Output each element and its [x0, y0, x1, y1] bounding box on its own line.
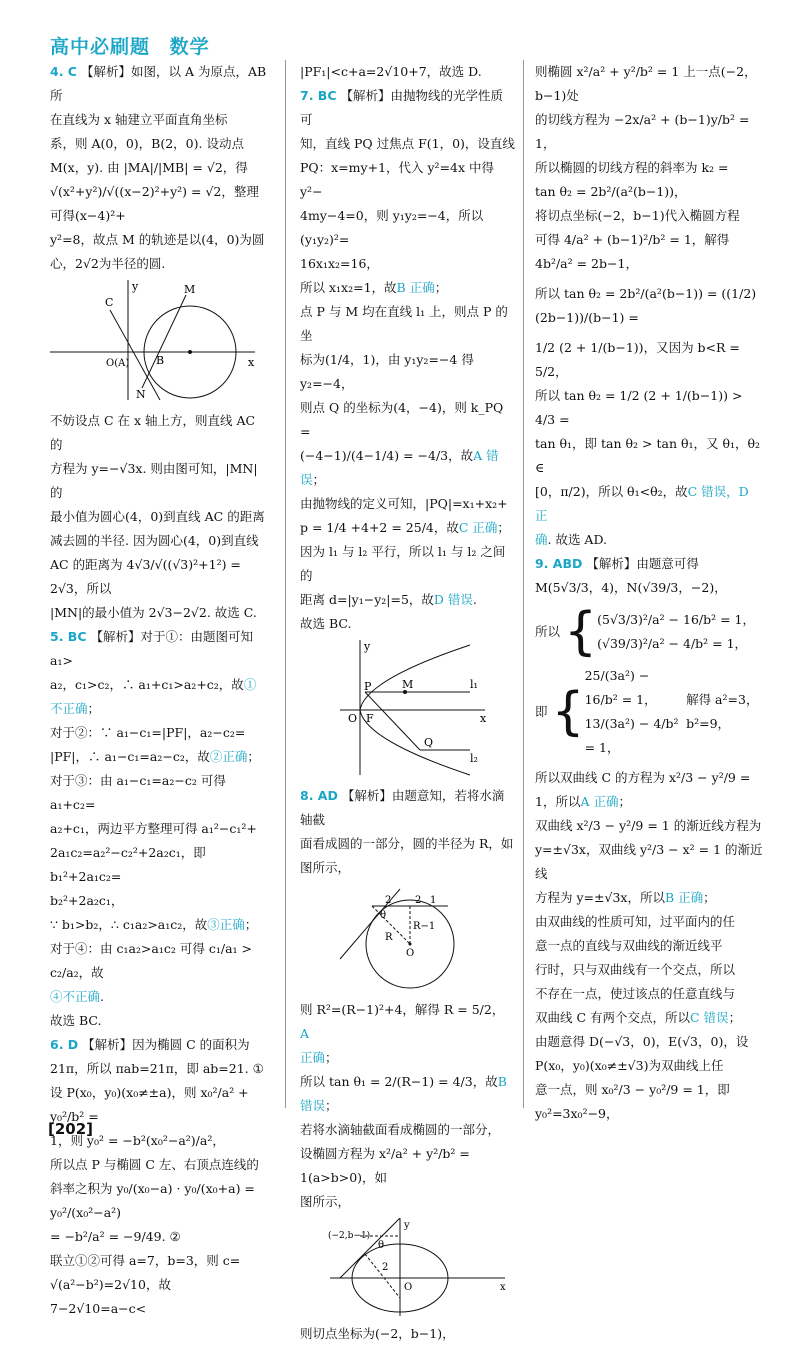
subject-title: 数学	[169, 36, 210, 58]
text-line: √(a²−b²)=2√10，故 7−2√10=a−c<	[50, 1277, 171, 1316]
q5-number: 5. BC	[50, 629, 87, 644]
text-line: 1，则 y₀² = −b²(x₀²−a²)/a²，	[50, 1133, 225, 1148]
text-line: PQ：x=my+1，代入 y²=4x 中得 y²−	[300, 160, 495, 199]
text-line: 面看成圆的一部分，圆的半径为 R，如	[300, 836, 514, 851]
text-line: 所以 tan θ₂ = 2b²/(a²(b−1)) = ((1/2)(2b−1))/(b−1) =	[535, 286, 757, 325]
text-line: AC 的距离为 4√3/√((√3)²+1²) = 2√3，所以	[50, 557, 241, 596]
text-line: 不存在一点，使过该点的任意直线与	[535, 986, 736, 1001]
fig-label: y	[364, 640, 371, 653]
brace: {	[551, 682, 585, 742]
text-line: 不妨设点 C 在 x 轴上方，则直线 AC 的	[50, 413, 256, 452]
text-line: 即	[535, 704, 548, 719]
text-line: 最小值为圆心(4，0)到直线 AC 的距离	[50, 509, 265, 524]
text-line: b₂²+2a₂c₁，	[50, 893, 124, 908]
text-line: (5√3/3)²/a² − 16/b² = 1，	[597, 612, 756, 627]
brace: {	[564, 602, 598, 662]
q8-circle-figure	[320, 884, 520, 994]
column-3: 则椭圆 x²/a² + y²/b² = 1 上一点(−2，b−1)处 的切线方程为 −2x/a² + (b−1)y/b² = 1， 所以椭圆的切线方程的斜率为 k₂ = tan θ₂ = 2b²/(a²(b−1))， 将切点坐标(−2，b−1)代入椭圆方程 可得 4/a² + (b−1)²/b² = 1，解得 4b²/a² = 2b−1， 所以 tan θ₂ = 2b²/(a²(b−1)) = ((1/2)(2b−1))/(b−1) = 1/2 (2 + 1/(b−1))，又因为 b<R = 5/2， 所以 tan θ₂ = 1/2 (2 + 1/(b−1)) > 4/3 = tan θ₁，即 tan θ₂ > tan θ₁，又 θ₁，θ₂ ∈ [0，π/2)，所以 θ₁<θ₂，故C 错误，D 正 确. 故选 AD. 9. ABD 【解析】由题意可得 M(5√3/3，4)，N(√39/3，−2)， 所以 { (5√3/3)²/a² − 16/b² = 1， (√39/3)²/a² − 4/b² = 1， 即 { 25/(3a²) − 16/b² = 1， 13/(3a²) − 4/b² = 1， 解得 a²=3，b²=9， 所以双曲线 C 的方程为 x²/3 − y²/9 = 1，所以A 正确； 双曲线 x²/3 − y²/9 = 1 的渐近线方程为 y=±√3x，双曲线 y²/3 − x² = 1 的渐近线 方程为 y=±√3x，所以B 正确； 由双曲线的性质可知，过平面内的任 意一点的直线与双曲线的渐近线平 行时，只与双曲线有一个交点，所以 不存在一点，使过该点的任意直线与 双曲线 C 有两个交点，所以C 错误； 由题意得 D(−√3，0)，E(√3，0)，设 P(x₀，y₀)(x₀≠±√3)为双曲线上任 意一点，则 x₀²/3 − y₀²/9 = 1，即 y₀²=3x₀²−9，	[535, 60, 765, 1126]
text-line: 所以	[535, 624, 561, 639]
system-2	[535, 664, 765, 760]
text-line: ∵ b₁>b₂，∴ c₁a₂>a₁c₂，故	[50, 917, 208, 932]
text-line: M(5√3/3，4)，N(√39/3，−2)，	[535, 580, 727, 595]
text-line: p = 1/4 +4+2 = 25/4，故	[300, 520, 459, 535]
text-line: 方程为 y=±√3x，所以	[535, 890, 665, 905]
text-line: 【解析】由题意可得	[586, 556, 699, 571]
text-line: 故选 BC.	[300, 616, 352, 631]
text-line: 所以点 P 与椭圆 C 左、右顶点连线的	[50, 1157, 259, 1172]
text-line: 将切点坐标(−2，b−1)代入椭圆方程	[535, 208, 740, 223]
q7-number: 7. BC	[300, 88, 337, 103]
text-line: 距离 d=|y₁−y₂|=5，故	[300, 592, 434, 607]
text-line: 方程为 y=−√3x. 则由图可知，|MN|的	[50, 461, 258, 500]
text-line: 设 P(x₀，y₀)(x₀≠±a)，则 x₀²/a² + y₀²/b² =	[50, 1085, 249, 1124]
fig-label: l₁	[470, 678, 478, 691]
text-line: 13/(3a²) − 4/b² = 1，	[584, 716, 679, 755]
text-line: 由双曲线的性质可知，过平面内的任	[535, 914, 736, 929]
text-line: 若将水滴轴截面看成椭圆的一部分，	[300, 1122, 501, 1137]
fig-label: θ	[378, 1240, 385, 1251]
fig-label: (−2,b−1)	[328, 1231, 371, 1241]
text-line: 系，则 A(0，0)，B(2，0). 设动点	[50, 136, 244, 151]
fig-label: F	[366, 712, 374, 725]
answer-mark: B 正确	[664, 890, 704, 905]
answer-mark: ①不正确	[50, 677, 257, 716]
fig-label: R	[385, 932, 393, 943]
text-line: 4my−4=0，则 y₁y₂=−4，所以(y₁y₂)²=	[300, 208, 484, 247]
book-title: 高中必刷题	[50, 36, 151, 58]
text-line: 设椭圆方程为 x²/a² + y²/b² = 1(a>b>0)，如	[300, 1146, 470, 1185]
q4-number: 4. C	[50, 64, 77, 79]
text-line: (√39/3)²/a² − 4/b² = 1，	[597, 636, 748, 651]
fig-label: O	[404, 1282, 413, 1293]
text-line: a₂，c₁>c₂，∴ a₁+c₁>a₂+c₂，故	[50, 677, 244, 692]
text-line: 由题意得 D(−√3，0)，E(√3，0)，设	[535, 1034, 749, 1049]
text-line: 【解析】如图，以 A 为原点，AB 所	[50, 64, 267, 103]
text-line: 对于④：由 c₁a₂>a₁c₂ 可得 c₁/a₁ > c₂/a₂，故	[50, 941, 252, 980]
text-line: 所以 tan θ₁ = 2/(R−1) = 4/3，故	[300, 1074, 498, 1089]
text-line: 心，2√2为半径的圆.	[50, 256, 166, 271]
answer-mark: ②正确	[209, 749, 248, 764]
fig-label: 2	[385, 895, 392, 906]
text-line: M(x，y). 由 |MA|/|MB| = √2，得	[50, 160, 248, 175]
text-line: 双曲线 C 有两个交点，所以	[535, 1010, 691, 1025]
text-line: 1/2 (2 + 1/(b−1))，又因为 b<R = 5/2，	[535, 340, 740, 379]
fig-label: R−1	[413, 921, 436, 932]
text-line: 点 P 与 M 均在直线 l₁ 上，则点 P 的坐	[300, 304, 508, 343]
answer-mark: B 正确	[396, 280, 435, 295]
fig-label: N	[136, 388, 146, 401]
text-line: 的切线方程为 −2x/a² + (b−1)y/b² = 1，	[535, 112, 750, 151]
fig-label: x	[480, 712, 487, 725]
text-line: 减去圆的半径. 因为圆心(4，0)到直线	[50, 533, 259, 548]
answer-mark: C 错误	[690, 1010, 729, 1025]
text-line: 所以双曲线 C 的方程为 x²/3 − y²/9 =	[535, 770, 751, 785]
fig-label: M	[184, 283, 196, 296]
system-1	[535, 602, 765, 662]
fig-label: 1	[430, 895, 437, 906]
text-line: 25/(3a²) − 16/b² = 1，	[584, 668, 657, 707]
text-line: √(x²+y²)/√((x−2)²+y²) = √2，整理可得(x−4)²+	[50, 184, 259, 223]
fig-label: O(A)	[106, 358, 130, 369]
answer-mark: D 错误	[433, 592, 473, 607]
text-line: P(x₀，y₀)(x₀≠±√3)为双曲线上任	[535, 1058, 724, 1073]
text-line: 则 R²=(R−1)²+4，解得 R = 5/2，	[300, 1002, 505, 1017]
text-line: 解得 a²=3，b²=9，	[686, 692, 759, 731]
text-line: 【解析】因为椭圆 C 的面积为	[82, 1037, 250, 1052]
fig-label: C	[105, 296, 114, 309]
text-line: 2a₁c₂=a₂²−c₂²+2a₂c₁，即 b₁²+2a₁c₂=	[50, 845, 206, 884]
answer-mark: A 错误	[300, 448, 499, 487]
text-line: 所以 x₁x₂=1，故	[300, 280, 397, 295]
answer-mark: 正确	[300, 1050, 326, 1065]
text-line: 【解析】对于①：由题图可知 a₁>	[50, 629, 253, 668]
text-line: 斜率之积为 y₀/(x₀−a) · y₀/(x₀+a) = y₀²/(x₀²−a²)	[50, 1181, 255, 1220]
text-line: = −b²/a² = −9/49. ②	[50, 1229, 181, 1244]
text-line: 故选 BC.	[50, 1013, 102, 1028]
fig-label: P	[364, 680, 372, 693]
fig-label: θ	[380, 910, 387, 921]
fig-label: x	[248, 356, 255, 369]
text-line: 联立①②可得 a=7，b=3，则 c=	[50, 1253, 241, 1268]
fig-label: y	[404, 1220, 410, 1231]
text-line: 双曲线 x²/3 − y²/9 = 1 的渐近线方程为	[535, 818, 762, 833]
text-line: 所以 tan θ₂ = 1/2 (2 + 1/(b−1)) > 4/3 =	[535, 388, 743, 427]
text-line: (−4−1)/(4−1/4) = −4/3，故	[300, 448, 474, 463]
text-line: |MN|的最小值为 2√3−2√2. 故选 C.	[50, 605, 257, 620]
fig-label: M	[402, 678, 414, 691]
text-line: 图所示，	[300, 1194, 351, 1209]
answer-mark: 确	[535, 532, 548, 547]
text-line: tan θ₁，即 tan θ₂ > tan θ₁，又 θ₁，θ₂ ∈	[535, 436, 761, 475]
text-line: 16x₁x₂=16，	[300, 256, 379, 271]
text-line: 图所示，	[300, 860, 351, 875]
text-line: a₂+c₁，两边平方整理可得 a₁²−c₁²+	[50, 821, 257, 836]
text-line: [0，π/2)，所以 θ₁<θ₂，故	[535, 484, 688, 499]
answer-mark: ③正确	[207, 917, 245, 932]
column-divider	[285, 60, 286, 1108]
text-line: |PF₁|<c+a=2√10+7，故选 D.	[300, 64, 482, 79]
text-line: 由抛物线的定义可知，|PQ|=x₁+x₂+	[300, 496, 508, 511]
text-line: 所以椭圆的切线方程的斜率为 k₂ =	[535, 160, 729, 175]
text-line: 意一点的直线与双曲线的渐近线平	[535, 938, 723, 953]
column-2: |PF₁|<c+a=2√10+7，故选 D. 7. BC 【解析】由抛物线的光学性质可 知，直线 PQ 过焦点 F(1，0)，设直线 PQ：x=my+1，代入 y²=4x 中得 y²− 4my−4=0，则 y₁y₂=−4，所以(y₁y₂)²= 16x₁x₂=16， 所以 x₁x₂=1，故B 正确； 点 P 与 M 均在直线 l₁ 上，则点 P 的坐 标为(1/4，1)，由 y₁y₂=−4 得 y₂=−4， 则点 Q 的坐标为(4，−4)，则 k_PQ = (−4−1)/(4−1/4) = −4/3，故A 错误； 由抛物线的定义可知，|PQ|=x₁+x₂+ p = 1/4 +4+2 = 25/4，故C 正确； 因为 l₁ 与 l₂ 平行，所以 l₁ 与 l₂ 之间的 距离 d=|y₁−y₂|=5，故D 错误. 故选 BC. y P M l₁ O F x Q l₂ 8. AD 【解析】由题意知，若将水滴轴截 面看成圆的一部分，圆的半径为 R，如 图所示， 2 2 1 θ R−1 R O 则 R²=(R−1)²+4，解得 R = 5/2， A 正确； 所以 tan θ₁ = 2/(R−1) = 4/3，故B 错误； 若将水滴轴截面看成椭圆的一部分， 设椭圆方程为 x²/a² + y²/b² = 1(a>b>0)，如 图所示， (−2,b−1) y θ 2 O x 则切点坐标为(−2，b−1)，	[300, 60, 515, 1346]
fig-label: Q	[424, 736, 434, 749]
fig-label: y	[132, 280, 139, 293]
fig-label: x	[500, 1282, 506, 1293]
text-line: 则点 Q 的坐标为(4，−4)，则 k_PQ =	[300, 400, 504, 439]
text-line: tan θ₂ = 2b²/(a²(b−1))，	[535, 184, 687, 199]
answer-mark: A 正确	[580, 794, 619, 809]
text-line: 知，直线 PQ 过焦点 F(1，0)，设直线	[300, 136, 515, 151]
q6-number: 6. D	[50, 1037, 79, 1052]
text-line: . 故选 AD.	[547, 532, 608, 547]
text-line: 21π，所以 πab=21π，即 ab=21. ①	[50, 1061, 264, 1076]
text-line: 标为(1/4，1)，由 y₁y₂=−4 得 y₂=−4，	[300, 352, 474, 391]
column-1: 4. C 【解析】如图，以 A 为原点，AB 所 在直线为 x 轴建立平面直角坐标 系，则 A(0，0)，B(2，0). 设动点 M(x，y). 由 |MA|/|MB| = √2，得 √(x²+y²)/√((x−2)²+y²) = √2，整理可得(x−4)²+ y²=8，故点 M 的轨迹是以(4，0)为圆 心，2√2为半径的圆. C y M O(A) B x N 不妨设点 C 在 x 轴上方，则直线 AC 的 方程为 y=−√3x. 则由图可知，|MN|的 最小值为圆心(4，0)到直线 AC 的距离 减去圆的半径. 因为圆心(4，0)到直线 AC 的距离为 4√3/√((√3)²+1²) = 2√3，所以 |MN|的最小值为 2√3−2√2. 故选 C. 5. BC 【解析】对于①：由题图可知 a₁> a₂，c₁>c₂，∴ a₁+c₁>a₂+c₂，故①不正确； 对于②：∵ a₁−c₁=|PF|，a₂−c₂= |PF|，∴ a₁−c₁=a₂−c₂，故②正确； 对于③：由 a₁−c₁=a₂−c₂ 可得 a₁+c₂= a₂+c₁，两边平方整理可得 a₁²−c₁²+ 2a₁c₂=a₂²−c₂²+2a₂c₁，即 b₁²+2a₁c₂= b₂²+2a₂c₁， ∵ b₁>b₂，∴ c₁a₂>a₁c₂，故③正确； 对于④：由 c₁a₂>a₁c₂ 可得 c₁/a₁ > c₂/a₂，故 ④不正确. 故选 BC. 6. D 【解析】因为椭圆 C 的面积为 21π，所以 πab=21π，即 ab=21. ① 设 P(x₀，y₀)(x₀≠±a)，则 x₀²/a² + y₀²/b² = 1，则 y₀² = −b²(x₀²−a²)/a²， 所以点 P 与椭圆 C 左、右顶点连线的 斜率之积为 y₀/(x₀−a) · y₀/(x₀+a) = y₀²/(x₀²−a²) = −b²/a² = −9/49. ② 联立①②可得 a=7，b=3，则 c= √(a²−b²)=2√10，故 7−2√10=a−c<	[50, 60, 268, 1321]
text-line: 【解析】由题意知，若将水滴轴截	[300, 788, 505, 827]
text-line: 对于②：∵ a₁−c₁=|PF|，a₂−c₂=	[50, 725, 246, 740]
q4-figure	[50, 280, 260, 405]
text-line: 因为 l₁ 与 l₂ 平行，所以 l₁ 与 l₂ 之间的	[300, 544, 506, 583]
text-line: |PF|，∴ a₁−c₁=a₂−c₂，故	[50, 749, 210, 764]
fig-label: 2	[382, 1262, 389, 1273]
text-line: 【解析】由抛物线的光学性质可	[300, 88, 503, 127]
column-divider	[523, 60, 524, 1108]
q8-ellipse-figure	[320, 1218, 520, 1318]
answer-mark: C 错误，D 正	[535, 484, 749, 523]
fig-label: O	[348, 712, 358, 725]
page-number: [202]	[48, 1120, 94, 1138]
text-line: 对于③：由 a₁−c₁=a₂−c₂ 可得 a₁+c₂=	[50, 773, 226, 812]
fig-label: 2	[415, 895, 422, 906]
fig-label: B	[156, 354, 165, 367]
answer-mark: A	[300, 1026, 310, 1041]
fig-label: l₂	[470, 752, 478, 765]
q8-number: 8. AD	[300, 788, 338, 803]
text-line: y=±√3x，双曲线 y²/3 − x² = 1 的渐近线	[535, 842, 763, 881]
q9-number: 9. ABD	[535, 556, 583, 571]
q7-figure	[320, 640, 520, 780]
text-line: 则切点坐标为(−2，b−1)，	[300, 1326, 455, 1341]
page-header	[50, 32, 222, 59]
text-line: 在直线为 x 轴建立平面直角坐标	[50, 112, 228, 127]
text-line: y²=8，故点 M 的轨迹是以(4，0)为圆	[50, 232, 265, 247]
text-line: 则椭圆 x²/a² + y²/b² = 1 上一点(−2，b−1)处	[535, 64, 757, 103]
text-line: 1，所以	[535, 794, 581, 809]
answer-mark: C 正确	[458, 520, 498, 535]
text-line: 行时，只与双曲线有一个交点，所以	[535, 962, 736, 977]
answer-mark: B 错误	[300, 1074, 507, 1113]
text-line: 可得 4/a² + (b−1)²/b² = 1，解得 4b²/a² = 2b−1，	[535, 232, 730, 271]
fig-label: O	[406, 948, 415, 959]
text-line: 意一点，则 x₀²/3 − y₀²/9 = 1，即 y₀²=3x₀²−9，	[535, 1082, 730, 1121]
answer-mark: ④不正确	[50, 989, 101, 1004]
